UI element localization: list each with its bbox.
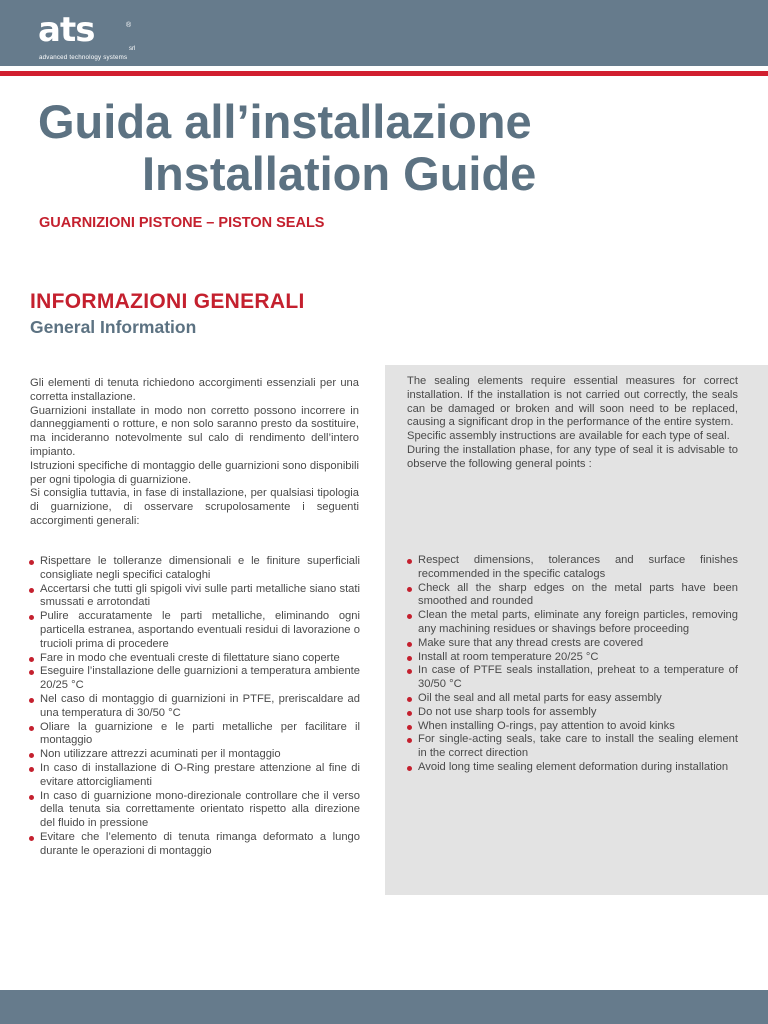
list-item: Rispettare le tolleranze dimensionali e le finiture superficiali consigliate negli specifici cataloghi xyxy=(29,555,360,583)
intro-it-line: Guarnizioni installate in modo non corretto possono incorrere in danneggiamenti o rotture, e non solo saranno presto da sostituire, ma incideranno notevolmente sul calo di rendimento dell’intero impianto. xyxy=(30,404,359,458)
list-item: Respect dimensions, tolerances and surface finishes recommended in the specific catalogs xyxy=(407,554,738,582)
list-item: Avoid long time sealing element deformation during installation xyxy=(407,761,738,775)
ats-logo xyxy=(38,10,148,62)
section-heading-italian: INFORMAZIONI GENERALI xyxy=(30,290,305,313)
list-item: Eseguire l’installazione delle guarnizioni a temperatura ambiente 20/25 °C xyxy=(29,665,360,693)
title-english: Installation Guide xyxy=(142,147,537,200)
intro-en-line: During the installation phase, for any type of seal it is advisable to observe the following general points : xyxy=(407,443,738,470)
list-item: Pulire accuratamente le parti metalliche, eliminando ogni particella estranea, asportando eventuali residui di lavorazione o trucioli prima di procedere xyxy=(29,610,360,651)
intro-it-line: Si consiglia tuttavia, in fase di installazione, per qualsiasi tipologia di guarnizione, di osservare scrupolosamente i seguenti accorgimenti generali: xyxy=(30,487,359,527)
logo-company-suffix: srl xyxy=(129,46,136,52)
list-item: Do not use sharp tools for assembly xyxy=(407,706,738,720)
guidelines-list-italian xyxy=(29,555,360,859)
list-item: Make sure that any thread crests are covered xyxy=(407,637,738,651)
list-item: Nel caso di montaggio di guarnizioni in PTFE, preriscaldare ad una temperatura di 30/50 °C xyxy=(29,693,360,721)
guidelines-list-english xyxy=(407,554,738,775)
list-item: Check all the sharp edges on the metal parts have been smoothed and rounded xyxy=(407,582,738,610)
list-item: In caso di guarnizione mono-direzionale controllare che il verso della tenuta sia correttamente orientato rispetto alla direzione del fluido in pressione xyxy=(29,790,360,831)
logo-wordmark: ats xyxy=(38,10,95,50)
document-subtitle: GUARNIZIONI PISTONE – PISTON SEALS xyxy=(39,215,325,231)
intro-paragraph-italian xyxy=(30,377,359,529)
footer-band xyxy=(0,990,768,1024)
header-accent-line xyxy=(0,71,768,76)
list-item: Fare in modo che eventuali creste di filettature siano coperte xyxy=(29,652,360,666)
list-item: Non utilizzare attrezzi acuminati per il montaggio xyxy=(29,748,360,762)
list-item: Oil the seal and all metal parts for easy assembly xyxy=(407,692,738,706)
logo-tagline: advanced technology systems xyxy=(39,54,128,61)
list-item: When installing O-rings, pay attention to avoid kinks xyxy=(407,720,738,734)
section-heading-english: General Information xyxy=(30,317,197,337)
list-item: In case of PTFE seals installation, preheat to a temperature of 30/50 °C xyxy=(407,664,738,692)
list-item: Clean the metal parts, eliminate any foreign particles, removing any machining residues or shavings before proceeding xyxy=(407,609,738,637)
intro-it-line: Gli elementi di tenuta richiedono accorgimenti essenziali per una corretta installazione. xyxy=(30,377,359,403)
intro-en-line: The sealing elements require essential measures for correct installation. If the installation is not carried out correctly, the seals can be damaged or broken and will soon need to be replaced, causing a significant drop in the performance of the entire system. xyxy=(407,375,738,429)
logo-registered-mark: ® xyxy=(126,22,132,29)
list-item: For single-acting seals, take care to install the sealing element in the correct direction xyxy=(407,733,738,761)
list-item: Evitare che l’elemento di tenuta rimanga deformato a lungo durante le operazioni di montaggio xyxy=(29,831,360,859)
list-item: In caso di installazione di O-Ring prestare attenzione al fine di evitare attorcigliamenti xyxy=(29,762,360,790)
intro-paragraph-english xyxy=(407,375,738,472)
list-item: Install at room temperature 20/25 °C xyxy=(407,651,738,665)
intro-it-line: Istruzioni specifiche di montaggio delle guarnizioni sono disponibili per ogni tipologia di guarnizione. xyxy=(30,459,359,486)
intro-en-line: Specific assembly instructions are available for each type of seal. xyxy=(407,430,730,443)
list-item: Accertarsi che tutti gli spigoli vivi sulle parti metalliche siano stati smussati e arrotondati xyxy=(29,583,360,611)
list-item: Oliare la guarnizione e le parti metalliche per facilitare il montaggio xyxy=(29,721,360,749)
title-italian: Guida all’installazione xyxy=(38,95,532,148)
